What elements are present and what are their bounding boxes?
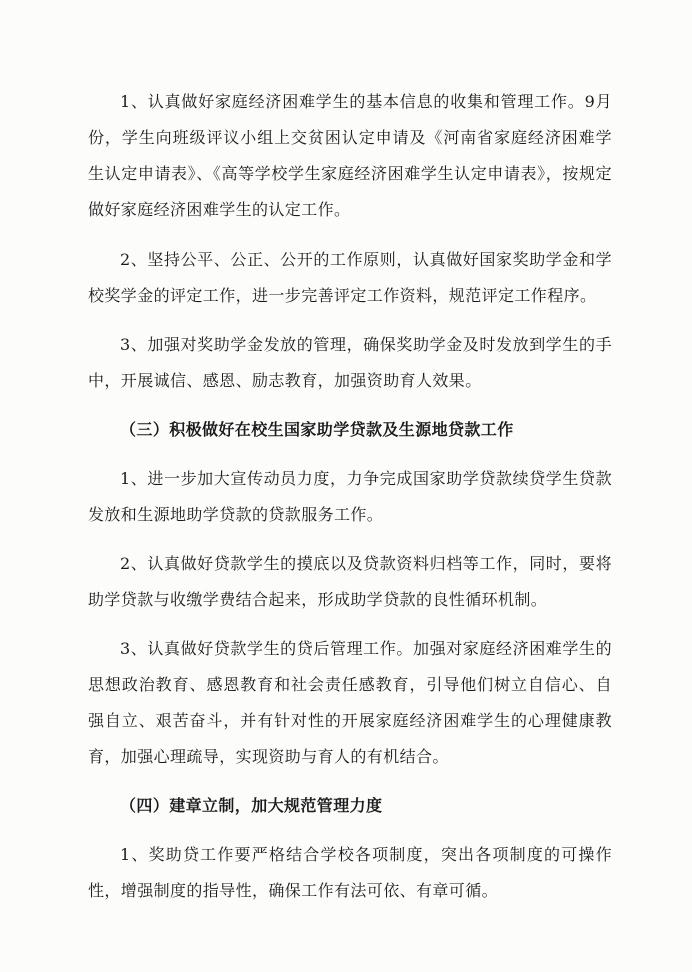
- paragraph-scholarship-evaluation: 2、坚持公平、公正、公开的工作原则，认真做好国家奖助学金和学校奖学金的评定工作，进一步完善评定工作资料，规范评定工作程序。: [88, 250, 612, 305]
- paragraph-regulation-work: 1、奖助贷工作要严格结合学校各项制度，突出各项制度的可操作性，增强制度的指导性，确保工作有法可依、有章可循。: [88, 845, 612, 900]
- section-heading-regulations: （四）建章立制，加大规范管理力度: [120, 796, 383, 815]
- document-body: [88, 84, 612, 922]
- paragraph-post-loan-management: 3、认真做好贷款学生的贷后管理工作。加强对家庭经济困难学生的思想政治教育、感恩教育和社会责任感教育，引导他们树立自信心、自强自立、艰苦奋斗，并有针对性的开展家庭经济困难学生的心理健康教育，加强心理疏导，实现资助与育人的有机结合。: [88, 639, 612, 766]
- paragraph-student-info: 1、认真做好家庭经济困难学生的基本信息的收集和管理工作。9月份，学生向班级评议小组上交贫困认定申请及《河南省家庭经济困难学生认定申请表》、《高等学校学生家庭经济困难学生认定申请表》，按规定做好家庭经济困难学生的认定工作。: [88, 92, 612, 219]
- paragraph-scholarship-distribution: 3、加强对奖助学金发放的管理，确保奖助学金及时发放到学生的手中，开展诚信、感恩、励志教育，加强资助育人效果。: [88, 335, 612, 390]
- paragraph-loan-records: 2、认真做好贷款学生的摸底以及贷款资料归档等工作，同时，要将助学贷款与收缴学费结合起来，形成助学贷款的良性循环机制。: [88, 554, 612, 609]
- paragraph-loan-publicity: 1、进一步加大宣传动员力度，力争完成国家助学贷款续贷学生贷款发放和生源地助学贷款的贷款服务工作。: [88, 469, 612, 524]
- section-heading-loans: （三）积极做好在校生国家助学贷款及生源地贷款工作: [120, 420, 514, 439]
